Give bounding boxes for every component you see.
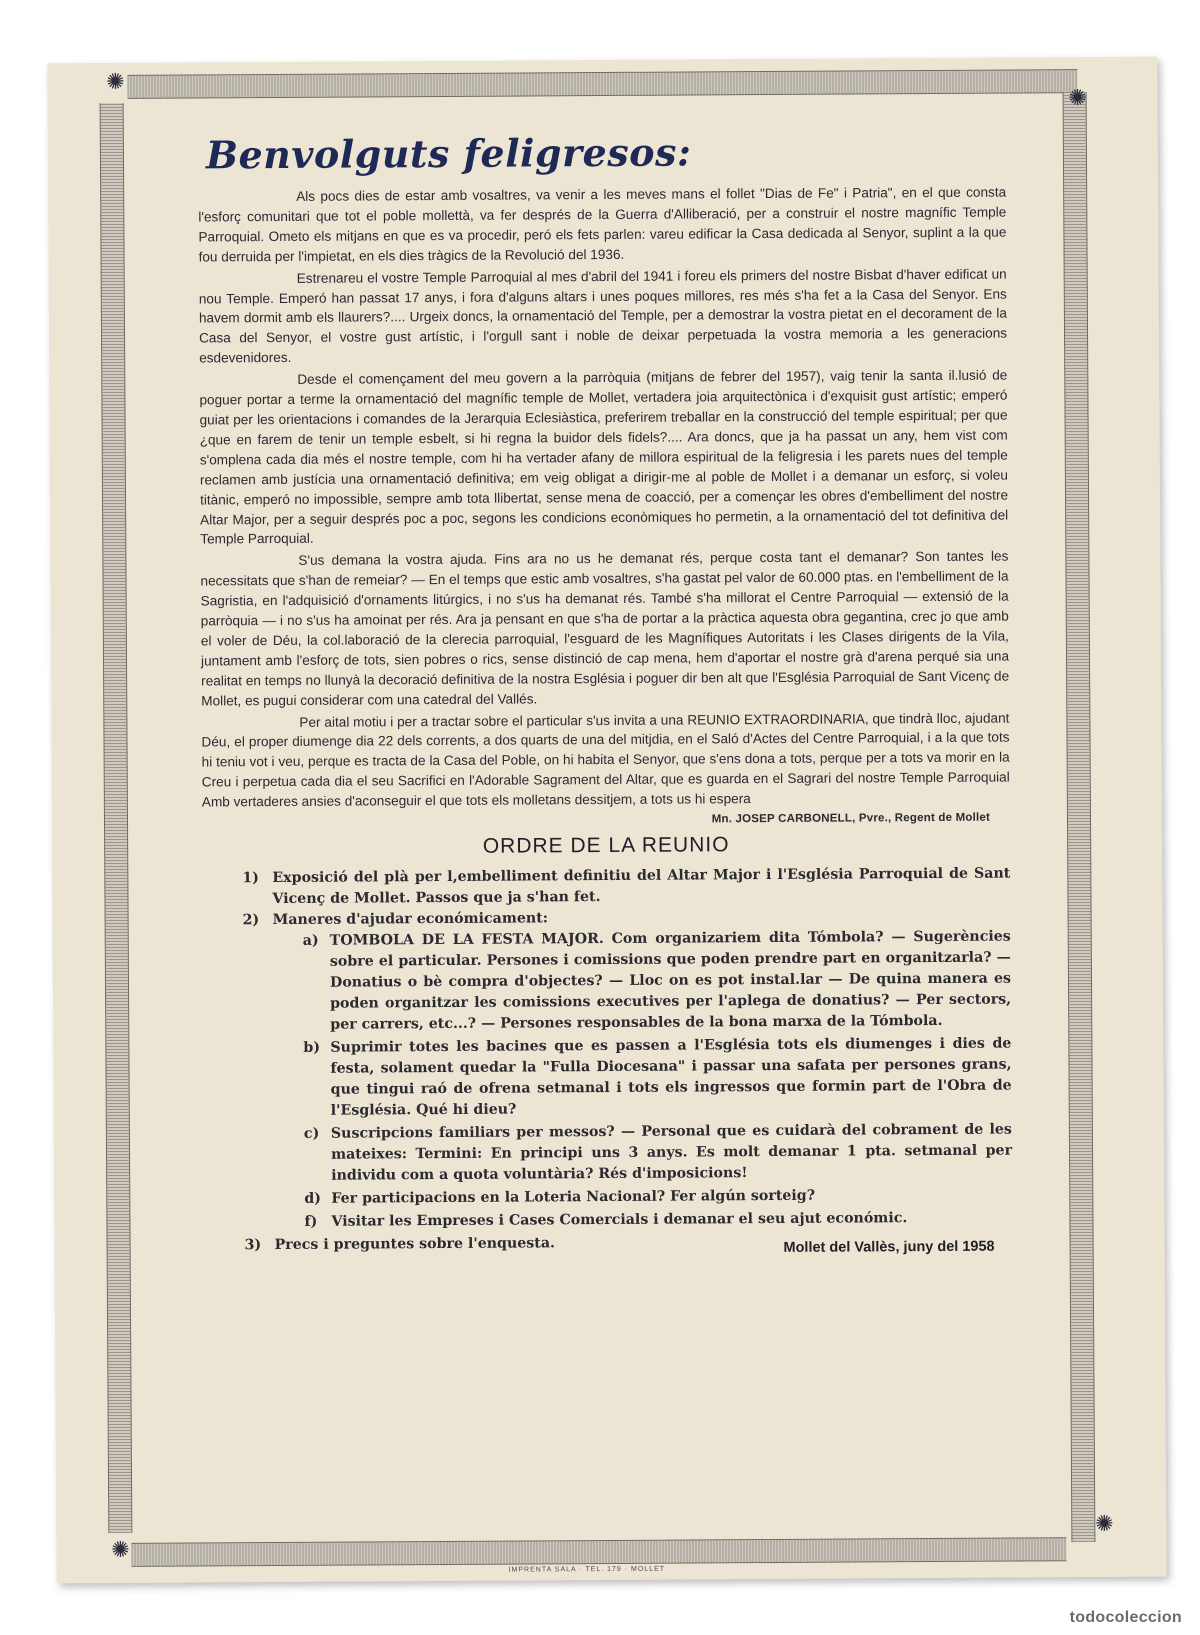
place-date: Mollet del Vallès, juny del 1958 — [783, 1238, 995, 1257]
letter-content — [198, 128, 1013, 1262]
signature: Mn. JOSEP CARBONELL, Pvre., Regent de Mollet — [711, 811, 991, 826]
border-band-right — [1063, 92, 1096, 1542]
flower-ornament-icon: ✺ — [106, 69, 125, 96]
letter-paragraph: S'us demana la vostra ajuda. Fins ara no us he demanat rés, perque costa tant el demanar? Son tantes les necessitats que s'han de remeiar? — En el temps que estic amb vosaltres, s'ha gastat pel valor de 60.000 ptas. en l'embelliment de la Sagristia, en l'adquisició d'ornaments litúrgics, i no s'us ha demanat rés. També s'ha millorat el Centre Parroquial — extensió de la parròquia — i no s'us ha amoinat per rés. Ara ja pensant en que s'ha de portar a la pràctica aquesta obra gegantina, crec jo que amb el voler de Déu, la col.laboració de la clerecia parroquial, l'esguard de les Magnífiques Autoritats i les Clases dirigents de la Vila, juntament amb l'esforç de tots, sien pobres o rics, sense distinció de cap mena, hem d'aportar el nostre grà d'arena perqué sia una realitat en temps no llunyà la decoració definitiva de la nostra Església i poguer dir ben alt que l'Església Parroquial de Sant Vicenç de Mollet, es pugui considerar com una catedral del Vallés. — [200, 548, 1010, 709]
agenda-subitem — [204, 1120, 1012, 1188]
agenda-subitem-letter: c) — [303, 1125, 320, 1142]
agenda-item-text: Maneres d'ajudar económicament: — [272, 910, 549, 929]
agenda-subitem-text: Visitar les Empreses i Cases Comercials i demanar el seu ajut económic. — [331, 1210, 908, 1230]
letter-title: Benvolguts feligresos: — [205, 129, 692, 178]
agenda-item-number: 3) — [244, 1237, 262, 1254]
flower-ornament-icon: ✺ — [1068, 86, 1087, 112]
agenda-subitem-letter: f) — [304, 1213, 318, 1230]
agenda-subitem-letter: b) — [303, 1039, 321, 1056]
agenda-item-text: Precs i preguntes sobre l'enquesta. — [274, 1235, 556, 1254]
letter-paragraph: Als pocs dies de estar amb vosaltres, va venir a les meves mans el follet "Dias de Fe" i Patria", en el que consta l'esforç comunitari que tot el poble mollettà, va fer després de la Guerra d'Alliberació, per a construir el nostre magnífic Temple Parroquial. Ometo els mitjans en que es va procedir, peró els fets parlen: vareu edificar la Casa dedicada al Senyor, suplint a la que fou derruida per l'impietat, en els dies tràgics de la Revolució del 1936. — [198, 184, 1007, 265]
agenda-subitem-letter: d) — [304, 1190, 321, 1207]
letter-paragraph: Per aital motiu i per a tractar sobre el particular s'us invita a una REUNIO EXTRAORDINARIA, que tindrà lloc, ajudant Déu, el proper diumenge dia 22 dels corrents, a dos quarts de una del mitjdia, en el Saló d'Actes del Centre Parroquial, i a la que tots hi teniu vot i veu, perque es tracta de la Casa del Poble, on hi habita el Senyor, que s'ens dona a tots, perque per a tots va morir en la Creu i perpetua cada dia el seu Sacrifici en l'Adorable Sagrament del Altar, que es guarda en el Sagrari del nostre Temple Parroquial Amb vertaderes ansies d'aconseguir el que tots els molletans dessitjem, a tots us hi espera — [201, 710, 1010, 810]
agenda-item-number: 1) — [242, 870, 259, 887]
agenda-subitem — [203, 927, 1012, 1037]
border-band-top — [127, 69, 1077, 99]
agenda-subitem — [204, 1208, 1012, 1234]
agenda-item — [202, 864, 1010, 911]
agenda-subitem-text: Suprimir totes les bacines que es passen a l'Església tots els diumenges i dies de festa, solament quedar la "Fulla Diocesana" i passar una safata per persones grans, que tingui raó de ofrena setmanal i tots els ingressos que formin part de l'Obra de l'Església. Qué hi dieu? — [330, 1035, 1012, 1119]
border-band-left — [100, 103, 133, 1533]
watermark: todocoleccion — [1069, 1609, 1182, 1626]
agenda-item-number: 2) — [242, 912, 260, 929]
agenda-item-text: Exposició del plà per l,embelliment definitiu del Altar Major i l'Església Parroquial de Sant Vicenç de Mollet. Passos que ja s'han fet. — [272, 865, 1011, 908]
border-band-bottom — [131, 1537, 1066, 1567]
letter-paragraph: Estrenareu el vostre Temple Parroquial al mes d'abril del 1941 i foreu els primers del nostre Bisbat d'haver edificat un nou Temple. Emperó han passat 17 anys, i fora d'alguns altars i unes poques millores, res més s'ha fet a la Casa del Senyor. Ens havem dormit amb els llaurers?.... Urgeix doncs, la ornamentació del Temple, per a demostrar la vostra pietat en el decorament de la Casa del Senyor, el vostre gust artístic, i l'orgull sant i noble de deixar perpetuada la vostra memoria a les generacions esdevenidores. — [198, 266, 1008, 366]
agenda-subitem-text: Suscripcions familiars per messos? — Personal que es cuidarà del cobrament de les mateixes: Termini: En principi uns 3 anys. Es molt demanar 1 pta. setmanal per individu com a quota voluntària? Rés d'imposicions! — [330, 1121, 1013, 1184]
closing-row — [205, 1231, 1013, 1262]
agenda-subitem — [204, 1185, 1012, 1211]
flower-ornament-icon: ✺ — [111, 1537, 130, 1564]
agenda-subitem-text: Fer participacions en la Loteria Nacional? Fer algún sorteig? — [331, 1187, 816, 1207]
document-sheet — [47, 57, 1166, 1584]
printer-imprint: IMPRENTA SALA · TEL. 179 · MOLLET — [508, 1565, 666, 1574]
agenda-subitem-letter: a) — [302, 932, 319, 949]
flower-ornament-icon: ✺ — [1095, 1511, 1114, 1538]
agenda-title: ORDRE DE LA REUNIO — [482, 833, 730, 858]
letter-paragraph: Desde el començament del meu govern a la parròquia (mitjans de febrer del 1957), vaig tenir la santa il.lusió de poguer portar a terme la ornamentació del magnífic temple de Mollet, vertadera joia arquitectònica i d'exquisit gust artístic; emperó guiat per les orientacions i comandes de la Jerarquia Eclesiàstica, preferirem treballar en la construcció del temple espiritual; per que ¿que en farem de tenir un temple esbelt, si hi regna la buidor dels fidels?.... Ara doncs, que ja ha passat un any, hem vist com s'omplena cada dia més el nostre temple, com hi ha vertader afany de millora espiritual de la feligresia i les parets nues del temple reclamen amb justícia una ornamentació definitiva; em veig obligat a dirigir-me al poble de Mollet i a demanar un esforç, si voleu titànic, emperó no impossible, sempre amb tota llibertat, sense mena de coacció, per a començar les obres d'embelliment del nostre Altar Major, per a seguir després poc a poc, segons les condicions econòmiques ho permetin, a la ornamentació del tot definitiva del Temple Parroquial. — [199, 367, 1009, 547]
agenda-subitem-text: TOMBOLA DE LA FESTA MAJOR. Com organizariem dita Tómbola? — Sugerències sobre el particular. Persones i comissions que poden prendre part en organitzarla? — Donatius o bè compra d'objectes? — Lloc on es pot instal.lar — De quina manera es poden organitzar les comissions executives per l'aplega de donatius? — Per sectors, per carrers, etc...? — Persones responsables de la bona marxa de la Tómbola. — [329, 928, 1012, 1033]
agenda-item — [205, 1233, 555, 1256]
agenda-subitem — [203, 1034, 1011, 1123]
